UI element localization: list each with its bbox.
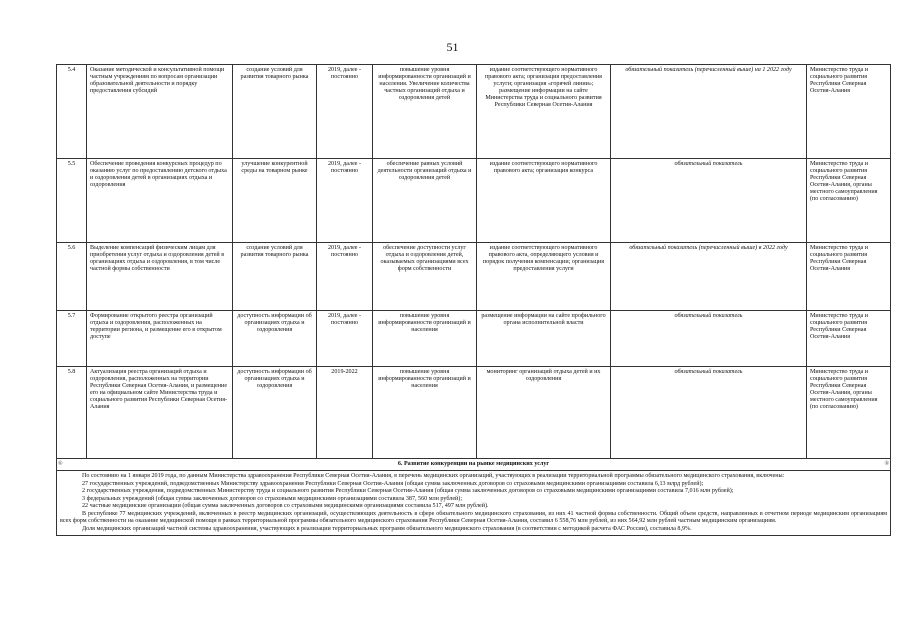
indicator-cell: обязательный показатель (перечисленный выше) на 1 2022 году bbox=[611, 65, 807, 159]
document-cell: издание соответствующего нормативного правового акта; организация предоставления услуги; организация «горячей линии»; размещение информации на сайте Министерства труда и социального развития Республики Северная Осетия-Алания bbox=[477, 65, 611, 159]
executor-cell: Министерство труда и социального развития Республики Северная Осетия-Алания, органы местного самоуправления (по согласованию) bbox=[807, 159, 891, 243]
page-number: 51 bbox=[446, 40, 459, 54]
indicator-cell: обязательный показатель bbox=[611, 159, 807, 243]
table-row bbox=[57, 159, 891, 243]
document-cell: издание соответствующего нормативного правового акта; организация конкурса bbox=[477, 159, 611, 243]
right-corner-mark: ® bbox=[884, 461, 889, 467]
result-cell: обеспечение равных условий деятельности организаций отдыха и оздоровления детей bbox=[373, 159, 477, 243]
goal-cell: улучшение конкурентной среды на товарном рынке bbox=[233, 159, 317, 243]
document-cell: мониторинг организаций отдыха детей и их оздоровления bbox=[477, 367, 611, 459]
section-title: 6. Развитие конкуренции на рынке медицинских услуг bbox=[397, 461, 550, 467]
paragraph: 27 государственных учреждений, подведомственных Министерству здравоохранения Республики Северная Осетия-Алания (общая сумма заключенных договоров со страховыми медицинскими организациями составила 6,13 млрд рублей); bbox=[82, 480, 704, 487]
activity-cell: Обеспечение проведения конкурсных процедур по оказанию услуг по предоставлению детского отдыха и оздоровления детей в организациях отдыха и оздоровления bbox=[87, 159, 233, 243]
row-number: 5.7 bbox=[57, 311, 87, 367]
paragraph: По состоянию на 1 января 2019 года, по данным Министерства здравоохранения Республики Северная Осетия-Алания, в перечень медицинских организаций, участвующих в реализации территориальной программы обязательного медицинского страхования, включены: bbox=[82, 473, 785, 480]
indicator-cell: обязательный показатель bbox=[611, 311, 807, 367]
activity-cell: Оказание методической и консультативной помощи частным учреждениям по вопросам организации образовательной деятельности и порядку предоставления субсидий bbox=[87, 65, 233, 159]
executor-cell: Министерство труда и социального развития Республики Северная Осетия-Алания, органы местного самоуправления (по согласованию) bbox=[807, 367, 891, 459]
activity-cell: Формирование открытого реестра организаций отдыха и оздоровления, расположенных на территории региона, и размещение его в открытом доступе bbox=[87, 311, 233, 367]
left-corner-mark: ® bbox=[58, 461, 63, 467]
period-cell: 2019, далее - постоянно bbox=[317, 65, 373, 159]
paragraph: 3 федеральных учреждений (общая сумма заключенных договоров со страховыми медицинскими организациями составила 387, 560 млн рублей); bbox=[82, 495, 463, 502]
section-heading-cell bbox=[57, 459, 891, 471]
result-cell: повышение уровня информированности организаций и населения bbox=[373, 311, 477, 367]
executor-cell: Министерство труда и социального развития Республики Северная Осетия-Алания bbox=[807, 65, 891, 159]
activity-cell: Выделение компенсаций физическим лицам для приобретения услуг отдыха и оздоровления детей в организациях отдыха и оздоровления, в том числе частной формы собственности bbox=[87, 243, 233, 311]
goal-cell: создание условий для развития товарного рынка bbox=[233, 243, 317, 311]
table-row bbox=[57, 65, 891, 159]
table-row bbox=[57, 311, 891, 367]
section-text-row bbox=[57, 471, 891, 536]
row-number: 5.4 bbox=[57, 65, 87, 159]
table-row bbox=[57, 243, 891, 311]
result-cell: обеспечение доступности услуг отдыха и оздоровления детей, оказываемых организациями всех форм собственности bbox=[373, 243, 477, 311]
executor-cell: Министерство труда и социального развития Республики Северная Осетия-Алания bbox=[807, 243, 891, 311]
paragraph: В республике 77 медицинских учреждений, включенных в реестр медицинских организаций, осуществляющих деятельность в сфере обязательного медицинского страхования, из них 41 частной формы собственности. Общий объем средств, направленных в отчетном периоде медицинским организациям всех форм собственности на оказание медицинской помощи в рамках территориальной программы обязательного медицинского страхования Республики Северная Осетия-Алания, составил 6 558,76 млн рублей, из них 564,92 млн рублей частным медицинским организациям. bbox=[60, 510, 887, 525]
period-cell: 2019, далее - постоянно bbox=[317, 243, 373, 311]
goal-cell: создание условий для развития товарного рынка bbox=[233, 65, 317, 159]
row-number: 5.5 bbox=[57, 159, 87, 243]
paragraph: 22 частные медицинские организации (общая сумма заключенных договоров со страховыми медицинскими организациями составила 517, 497 млн рублей). bbox=[82, 503, 489, 510]
goal-cell: доступность информации об организациях отдыха и оздоровления bbox=[233, 367, 317, 459]
row-number: 5.8 bbox=[57, 367, 87, 459]
document-cell: размещение информации на сайте профильного органа исполнительной власти bbox=[477, 311, 611, 367]
paragraph: 2 государственных учреждения, подведомственных Министерству труда и социального развития Республики Северная Осетия-Алания (общая сумма заключенных договоров со страховыми медицинскими организациями составила 7,016 млн рублей); bbox=[82, 488, 734, 495]
result-cell: повышение уровня информированности организаций и населения bbox=[373, 367, 477, 459]
row-number: 5.6 bbox=[57, 243, 87, 311]
indicator-cell: обязательный показатель bbox=[611, 367, 807, 459]
section-text-cell bbox=[57, 471, 891, 536]
goal-cell: доступность информации об организациях отдыха и оздоровления bbox=[233, 311, 317, 367]
measures-table bbox=[56, 64, 891, 536]
activity-cell: Актуализация реестра организаций отдыха и оздоровления, расположенных на территории Республики Северная Осетия-Алания, и размещение его на официальном сайте Министерства труда и социального развития Республики Северная Осетия-Алания bbox=[87, 367, 233, 459]
indicator-cell: обязательный показатель (перечисленный выше) в 2022 году bbox=[611, 243, 807, 311]
result-cell: повышение уровня информированности организаций и населения. Увеличение количества частных организаций отдыха и оздоровления детей bbox=[373, 65, 477, 159]
section-heading-row bbox=[57, 459, 891, 471]
period-cell: 2019, далее - постоянно bbox=[317, 159, 373, 243]
period-cell: 2019-2022 bbox=[317, 367, 373, 459]
period-cell: 2019, далее - постоянно bbox=[317, 311, 373, 367]
document-cell: издание соответствующего нормативного правового акта, определяющего условия и порядок получения компенсации; организация предоставления услуги bbox=[477, 243, 611, 311]
executor-cell: Министерство труда и социального развития Республики Северная Осетия-Алания bbox=[807, 311, 891, 367]
paragraph: Доля медицинских организаций частной системы здравоохранения, участвующих в реализации территориальных программ обязательного медицинского страхования (в соответствии с методикой расчета ФАС России), составила 8,9%. bbox=[82, 525, 692, 532]
table-row bbox=[57, 367, 891, 459]
